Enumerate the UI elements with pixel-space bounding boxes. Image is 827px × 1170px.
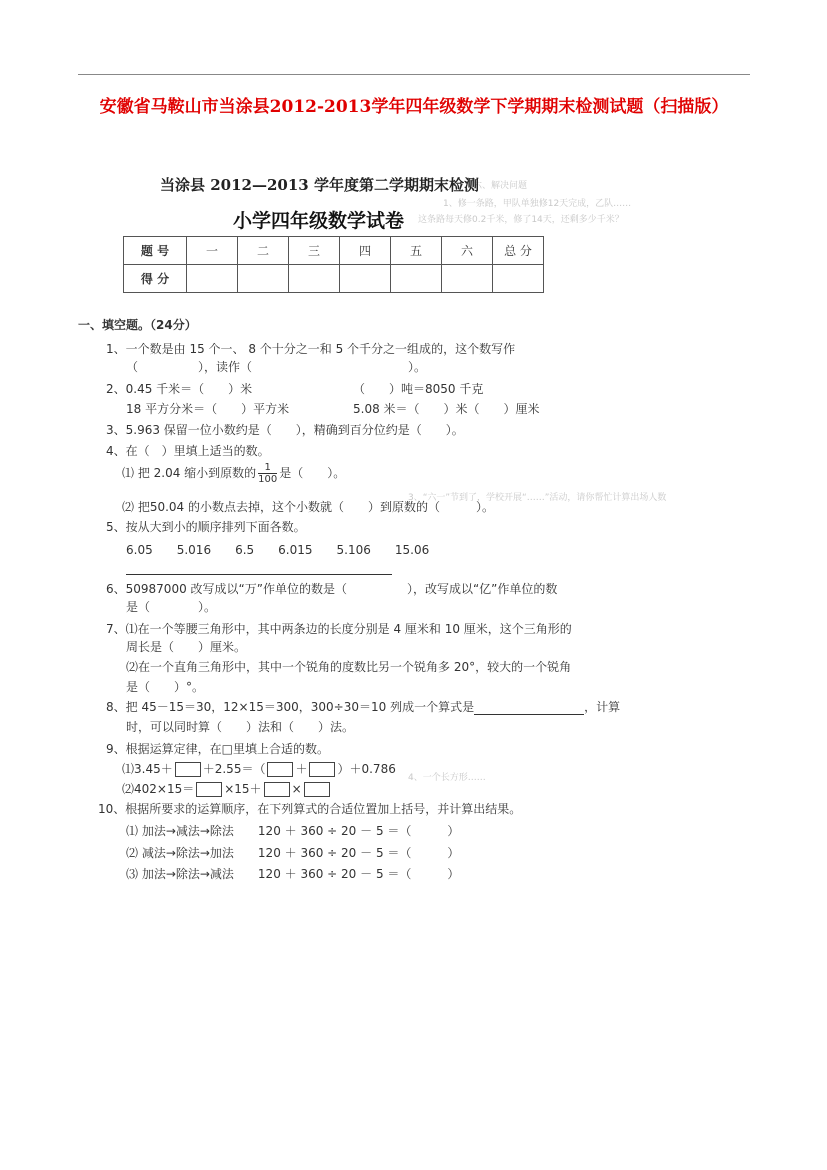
question-10-3: ⑶ 加法→除法→减法 120 ＋ 360 ÷ 20 － 5 ＝（ ） bbox=[126, 867, 460, 881]
q9-text: ⑴3.45＋ bbox=[122, 762, 173, 776]
table-cell: 题 号 bbox=[124, 237, 187, 265]
q9-text: × bbox=[291, 782, 302, 796]
table-cell: 一 bbox=[187, 237, 238, 265]
question-2a: 2、0.45 千米＝（ ）米 bbox=[106, 382, 253, 396]
question-2d: 5.08 米＝（ ）米（ ）厘米 bbox=[353, 402, 540, 416]
question-4-1 bbox=[122, 462, 345, 485]
score-cell bbox=[238, 265, 289, 293]
question-9: 9、根据运算定律，在□里填上合适的数。 bbox=[106, 742, 329, 756]
table-cell: 四 bbox=[340, 237, 391, 265]
score-table-header-row bbox=[124, 237, 544, 265]
question-6-line-2: 是（ ）。 bbox=[126, 600, 217, 614]
question-4: 4、在（ ）里填上适当的数。 bbox=[106, 444, 270, 458]
score-table-score-row bbox=[124, 265, 544, 293]
ghost-text: 这条路每天修0.2千米，修了14天，还剩多少千米？ bbox=[418, 215, 624, 225]
document-title: 安徽省马鞍山市当涂县2012-2013学年四年级数学下学期期末检测试题（扫描版） bbox=[99, 97, 729, 117]
table-cell: 总 分 bbox=[493, 237, 544, 265]
question-5: 5、按从大到小的顺序排列下面各数。 bbox=[106, 520, 306, 534]
answer-box bbox=[267, 762, 293, 777]
question-4-1-text: ⑴ 把 2.04 缩小到原数的 bbox=[122, 466, 257, 480]
exam-title: 当涂县 2012—2013 学年度第二学期期末检测 bbox=[160, 176, 479, 194]
answer-line bbox=[126, 574, 392, 575]
ghost-text: 4、一个长方形…… bbox=[408, 773, 486, 783]
header-rule bbox=[78, 74, 750, 75]
score-cell bbox=[493, 265, 544, 293]
scanned-exam-page bbox=[78, 160, 667, 881]
score-cell bbox=[340, 265, 391, 293]
score-cell bbox=[391, 265, 442, 293]
table-cell: 得 分 bbox=[124, 265, 187, 293]
table-cell: 五 bbox=[391, 237, 442, 265]
ghost-text: 六、解决问题 bbox=[473, 181, 528, 191]
question-9-1 bbox=[122, 760, 396, 777]
question-4-1-tail: 是（ ）。 bbox=[279, 466, 346, 480]
score-cell bbox=[442, 265, 493, 293]
question-1-line-1: 1、一个数是由 15 个一、 8 个十分之一和 5 个千分之一组成的，这个数写作 bbox=[106, 342, 516, 356]
fraction bbox=[258, 462, 277, 485]
table-cell: 二 bbox=[238, 237, 289, 265]
question-2b: （ ）吨＝8050 千克 bbox=[353, 382, 484, 396]
ghost-text: 3、“六一”节到了，学校开展“……”活动，请你帮忙计算出场人数 bbox=[408, 493, 667, 503]
question-10-1: ⑴ 加法→减法→除法 120 ＋ 360 ÷ 20 － 5 ＝（ ） bbox=[126, 824, 460, 838]
exam-subtitle: 小学四年级数学试卷 bbox=[233, 210, 405, 232]
question-7-line-2: 周长是（ ）厘米。 bbox=[126, 640, 247, 654]
question-9-2 bbox=[122, 780, 332, 797]
question-8-tail: ，计算 bbox=[584, 700, 621, 714]
section-heading: 一、填空题。（24分） bbox=[78, 318, 197, 332]
q9-text: ⑵402×15＝ bbox=[122, 782, 195, 796]
answer-box bbox=[304, 782, 330, 797]
q9-text: ）＋0.786 bbox=[337, 762, 396, 776]
q9-text: ＋2.55＝（ bbox=[202, 762, 266, 776]
score-cell bbox=[187, 265, 238, 293]
question-8-text: 8、把 45－15＝30，12×15＝300，300÷30＝10 列成一个算式是 bbox=[106, 700, 475, 714]
answer-box bbox=[175, 762, 201, 777]
answer-box bbox=[264, 782, 290, 797]
ghost-text: 1、修一条路，甲队单独修12天完成，乙队…… bbox=[443, 199, 632, 209]
question-8-line-1 bbox=[106, 698, 620, 715]
answer-box bbox=[196, 782, 222, 797]
question-3: 3、5.963 保留一位小数约是（ ），精确到百分位约是（ ）。 bbox=[106, 423, 464, 437]
question-1-line-2: （ ），读作（ ）。 bbox=[126, 360, 427, 374]
score-cell bbox=[289, 265, 340, 293]
answer-blank bbox=[474, 702, 584, 715]
question-7-line-1: 7、⑴在一个等腰三角形中，其中两条边的长度分别是 4 厘米和 10 厘米，这个三角形的 bbox=[106, 622, 572, 636]
score-table bbox=[123, 236, 544, 293]
fraction-numerator: 1 bbox=[258, 462, 277, 474]
q9-text: ×15＋ bbox=[224, 782, 262, 796]
answer-box bbox=[309, 762, 335, 777]
question-4-2: ⑵ 把50.04 的小数点去掉，这个小数就（ ）到原数的（ ）。 bbox=[122, 500, 494, 514]
question-2c: 18 平方分米＝（ ）平方米 bbox=[126, 402, 290, 416]
question-10-2: ⑵ 减法→除法→加法 120 ＋ 360 ÷ 20 － 5 ＝（ ） bbox=[126, 846, 460, 860]
question-5-numbers: 6.05 5.016 6.5 6.015 5.106 15.06 bbox=[126, 543, 430, 557]
question-7-line-4: 是（ ）°。 bbox=[126, 680, 205, 694]
question-10: 10、根据所要求的运算顺序，在下列算式的合适位置加上括号，并计算出结果。 bbox=[98, 802, 522, 816]
question-6-line-1: 6、50987000 改写成以“万”作单位的数是（ ），改写成以“亿”作单位的数 bbox=[106, 582, 558, 596]
table-cell: 六 bbox=[442, 237, 493, 265]
question-7-line-3: ⑵在一个直角三角形中，其中一个锐角的度数比另一个锐角多 20°，较大的一个锐角 bbox=[126, 660, 572, 674]
question-8-line-2: 时，可以同时算（ ）法和（ ）法。 bbox=[126, 720, 355, 734]
table-cell: 三 bbox=[289, 237, 340, 265]
q9-text: ＋ bbox=[295, 762, 308, 776]
fraction-denominator: 100 bbox=[258, 474, 278, 485]
